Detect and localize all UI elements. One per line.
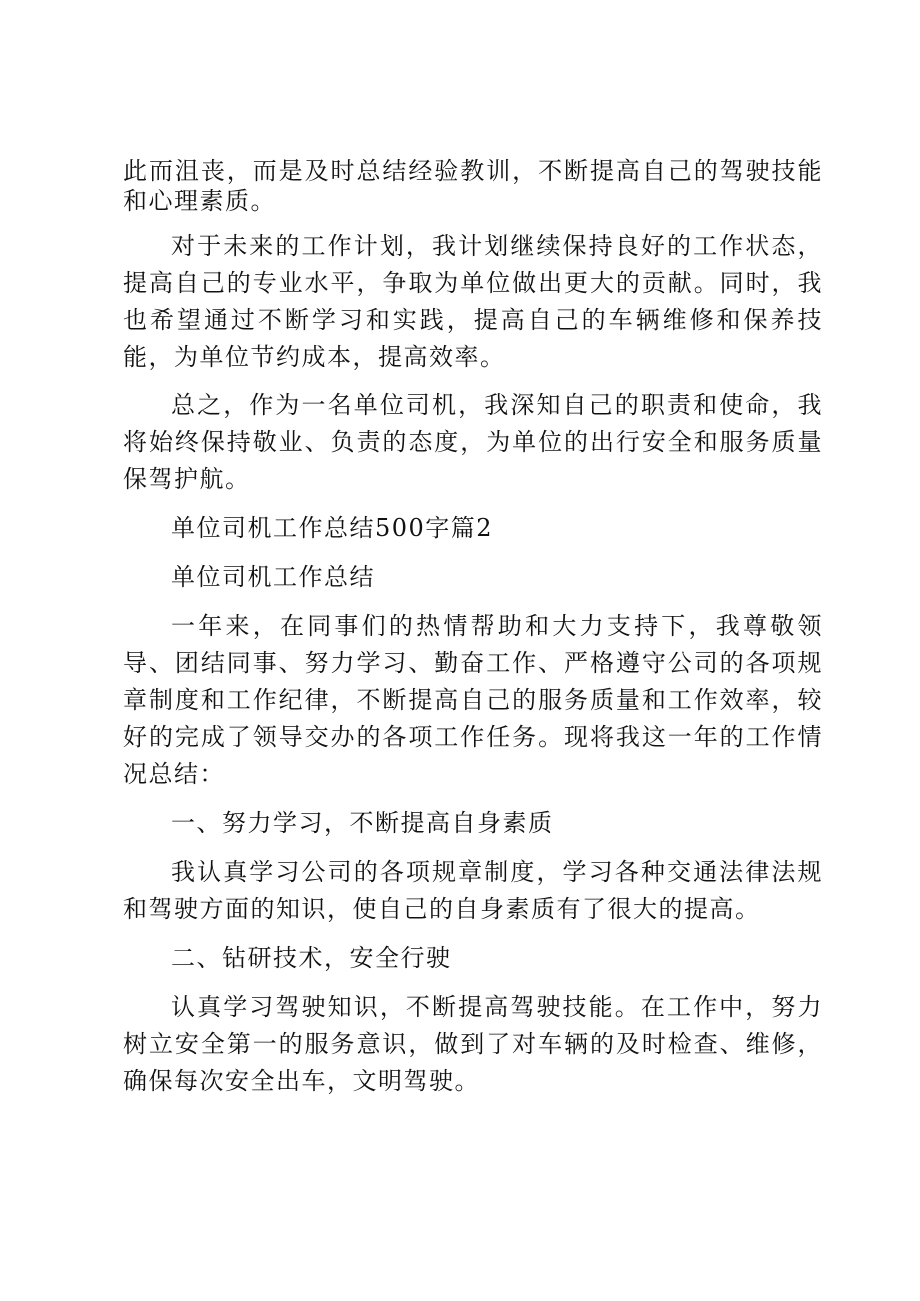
paragraph-intro: 一年来，在同事们的热情帮助和大力支持下，我尊敬领导、团结同事、努力学习、勤奋工作、严格遵守公司的各项规章制度和工作纪律，不断提高自己的服务质量和工作效率，较好的完成了领导交办的各项工作任务。现将我这一年的工作情况总结： bbox=[123, 612, 823, 788]
document-body bbox=[123, 156, 823, 1100]
paragraph-future-plan: 对于未来的工作计划，我计划继续保持良好的工作状态，提高自己的专业水平，争取为单位做出更大的贡献。同时，我也希望通过不断学习和实践，提高自己的车辆维修和保养技能，为单位节约成本，提高效率。 bbox=[123, 232, 823, 371]
paragraph-study: 我认真学习公司的各项规章制度，学习各种交通法律法规和驾驶方面的知识，使自己的自身素质有了很大的提高。 bbox=[123, 858, 823, 923]
document-title: 单位司机工作总结 bbox=[171, 563, 375, 591]
paragraph-continuation: 此而沮丧，而是及时总结经验教训，不断提高自己的驾驶技能和心理素质。 bbox=[123, 157, 823, 215]
paragraph-conclusion: 总之，作为一名单位司机，我深知自己的职责和使命，我将始终保持敬业、负责的态度，为单位的出行安全和服务质量保驾护航。 bbox=[123, 391, 823, 493]
paragraph-safety: 认真学习驾驶知识，不断提高驾驶技能。在工作中，努力树立安全第一的服务意识，做到了对车辆的及时检查、维修，确保每次安全出车，文明驾驶。 bbox=[123, 993, 823, 1095]
subheading-study: 一、努力学习，不断提高自身素质 bbox=[171, 809, 554, 837]
subheading-safety: 二、钻研技术，安全行驶 bbox=[171, 944, 452, 972]
section-heading: 单位司机工作总结500字篇2 bbox=[171, 514, 494, 542]
